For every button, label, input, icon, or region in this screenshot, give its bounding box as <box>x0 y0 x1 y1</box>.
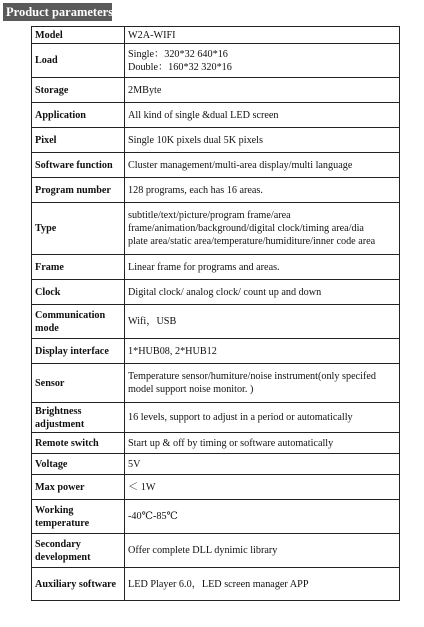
parameter-value <box>125 568 400 601</box>
value-line: Single 10K pixels dual 5K pixels <box>128 134 263 146</box>
parameter-value <box>125 339 400 364</box>
value-line: Linear frame for programs and areas. <box>128 261 280 273</box>
parameter-value <box>125 153 400 178</box>
parameter-value <box>125 403 400 433</box>
parameter-value <box>125 103 400 128</box>
table-row <box>32 153 400 178</box>
table-row <box>32 454 400 475</box>
parameter-value <box>125 364 400 403</box>
parameter-value <box>125 534 400 568</box>
value-line: 16 levels, support to adjust in a period or automatically <box>128 412 353 423</box>
value-line: -40℃-85℃ <box>128 511 178 522</box>
parameter-label: Program number <box>32 178 125 203</box>
parameter-label: Model <box>32 27 125 44</box>
table-row <box>32 364 400 403</box>
section-title: Product parameters <box>3 3 112 21</box>
value-line: Cluster management/multi-area display/multi language <box>128 159 353 171</box>
value-line: All kind of single &dual LED screen <box>128 109 279 121</box>
table-row <box>32 203 400 255</box>
parameter-label: Frame <box>32 255 125 280</box>
value-line: Offer complete DLL dynimic library <box>128 545 278 556</box>
table-row <box>32 128 400 153</box>
parameter-label: Auxiliary software <box>32 568 125 601</box>
value-line: ＜ 1W <box>128 481 156 493</box>
parameter-label: Load <box>32 44 125 78</box>
table-row <box>32 78 400 103</box>
parameter-label: Application <box>32 103 125 128</box>
value-line: 1*HUB08, 2*HUB12 <box>128 345 217 357</box>
parameter-label: Storage <box>32 78 125 103</box>
parameter-label: Voltage <box>32 454 125 475</box>
parameter-value <box>125 255 400 280</box>
value-line: Start up & off by timing or software automatically <box>128 437 334 449</box>
parameter-label: Display interface <box>32 339 125 364</box>
value-line: frame/animation/background/digital clock/timing area/dia <box>128 223 364 234</box>
value-line: Wifi，USB <box>128 316 177 327</box>
parameter-label: Type <box>32 203 125 255</box>
table-row <box>32 534 400 568</box>
table-row <box>32 178 400 203</box>
value-line: LED Player 6.0，LED screen manager APP <box>128 578 309 590</box>
parameter-label: Remote switch <box>32 433 125 454</box>
table-row <box>32 403 400 433</box>
parameter-value <box>125 27 400 44</box>
value-line: Temperature sensor/humiture/noise instrument(only specifed <box>128 371 376 382</box>
table-row <box>32 500 400 534</box>
table-row <box>32 27 400 44</box>
parameter-label: Brightness adjustment <box>32 403 125 433</box>
parameter-value <box>125 280 400 305</box>
parameter-value <box>125 475 400 500</box>
value-line: model support noise monitor. ) <box>128 384 254 395</box>
table-row <box>32 433 400 454</box>
parameter-label: Communication mode <box>32 305 125 339</box>
table-row <box>32 255 400 280</box>
parameter-value <box>125 128 400 153</box>
value-line: 128 programs, each has 16 areas. <box>128 184 263 196</box>
table-row <box>32 103 400 128</box>
table-row <box>32 568 400 601</box>
table-row <box>32 280 400 305</box>
value-line: 5V <box>128 458 141 470</box>
value-line: 2MByte <box>128 84 162 96</box>
parameter-value <box>125 44 400 78</box>
value-line: subtitle/text/picture/program frame/area <box>128 210 291 221</box>
parameter-value <box>125 500 400 534</box>
table-row <box>32 305 400 339</box>
parameter-label: Secondary development <box>32 534 125 568</box>
value-line: plate area/static area/temperature/humiditure/inner code area <box>128 236 376 247</box>
value-line: Double：160*32 320*16 <box>128 61 232 73</box>
parameter-value <box>125 178 400 203</box>
value-line: W2A-WIFI <box>128 29 176 41</box>
parameter-value <box>125 203 400 255</box>
table-row <box>32 475 400 500</box>
parameter-label: Software function <box>32 153 125 178</box>
parameter-value <box>125 78 400 103</box>
parameters-table <box>31 26 400 601</box>
value-line: Digital clock/ analog clock/ count up and down <box>128 286 322 298</box>
parameter-label: Clock <box>32 280 125 305</box>
table-row <box>32 339 400 364</box>
parameter-label: Max power <box>32 475 125 500</box>
parameter-value <box>125 454 400 475</box>
parameter-value <box>125 433 400 454</box>
parameter-value <box>125 305 400 339</box>
parameter-label: Pixel <box>32 128 125 153</box>
value-line: Single：320*32 640*16 <box>128 48 228 60</box>
parameter-label: Sensor <box>32 364 125 403</box>
parameter-label: Working temperature <box>32 500 125 534</box>
table-row <box>32 44 400 78</box>
